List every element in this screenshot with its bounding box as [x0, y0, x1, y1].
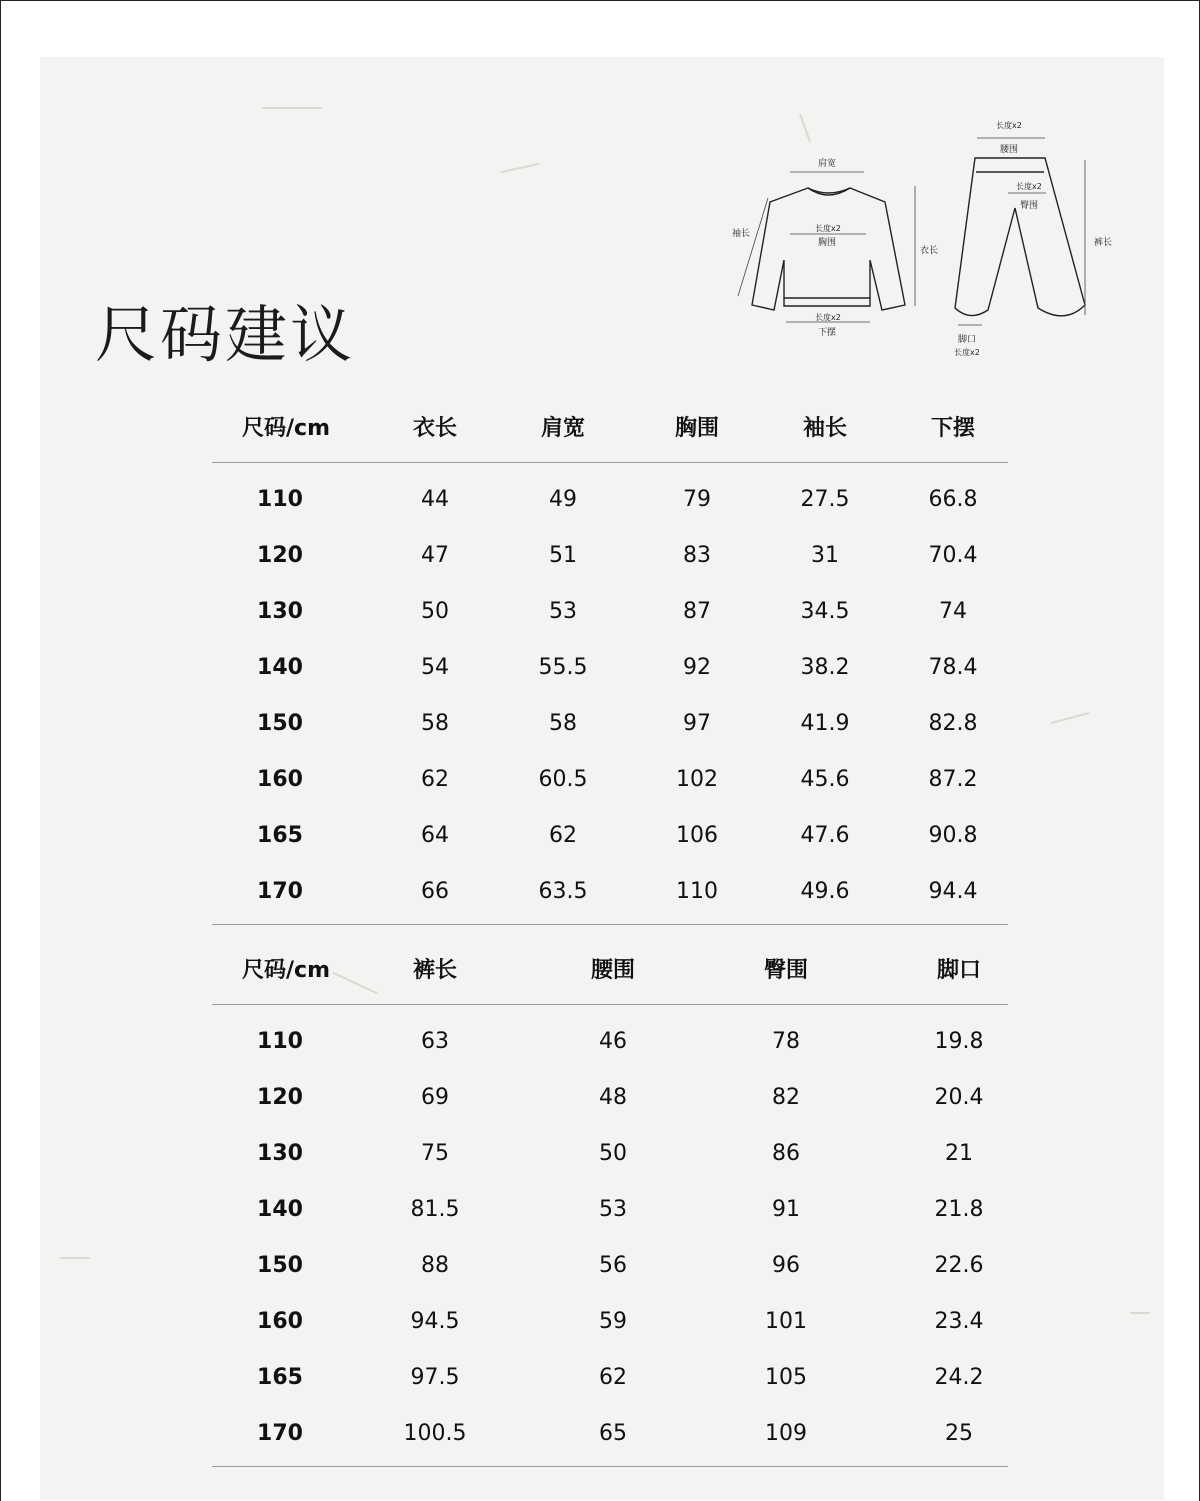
- waist-len-label: 长度x2: [996, 121, 1022, 130]
- value-cell: 88: [421, 1253, 449, 1278]
- value-cell: 27.5: [800, 487, 850, 512]
- value-cell: 60.5: [538, 767, 588, 792]
- table-row: [212, 472, 1008, 528]
- table-row: [212, 808, 1008, 864]
- value-cell: 23.4: [934, 1309, 984, 1334]
- value-cell: 59: [599, 1309, 627, 1334]
- header-body-length: 衣长: [412, 416, 458, 441]
- value-cell: 34.5: [800, 599, 850, 624]
- value-cell: 81.5: [410, 1197, 460, 1222]
- value-cell: 94.5: [410, 1309, 460, 1334]
- table-row: [212, 1294, 1008, 1350]
- size-cell: 120: [257, 543, 303, 568]
- value-cell: 100.5: [403, 1421, 467, 1446]
- value-cell: 82: [772, 1085, 800, 1110]
- value-cell: 44: [421, 487, 449, 512]
- header-pants-length: 裤长: [412, 958, 458, 983]
- value-cell: 46: [599, 1029, 627, 1054]
- value-cell: 45.6: [800, 767, 850, 792]
- value-cell: 24.2: [934, 1365, 984, 1390]
- header-size: 尺码/cm: [241, 958, 331, 983]
- size-cell: 130: [257, 599, 303, 624]
- value-cell: 82.8: [928, 711, 978, 736]
- value-cell: 49: [549, 487, 577, 512]
- pants-measure-lines: [958, 138, 1085, 325]
- sleeve-label: 袖长: [732, 229, 751, 239]
- value-cell: 97: [683, 711, 711, 736]
- header-size: 尺码/cm: [241, 416, 331, 441]
- value-cell: 91: [772, 1197, 800, 1222]
- value-cell: 47.6: [800, 823, 850, 848]
- value-cell: 87.2: [928, 767, 978, 792]
- value-cell: 78: [772, 1029, 800, 1054]
- value-cell: 66: [421, 879, 449, 904]
- value-cell: 41.9: [800, 711, 850, 736]
- size-cell: 150: [257, 711, 303, 736]
- value-cell: 47: [421, 543, 449, 568]
- header-waist: 腰围: [590, 958, 636, 983]
- table-header: [212, 941, 1008, 1001]
- page-title: 尺码建议: [95, 298, 356, 371]
- size-cell: 110: [257, 1029, 303, 1054]
- table-row: [212, 1014, 1008, 1070]
- chest-len-label: 长度x2: [815, 224, 841, 233]
- value-cell: 48: [599, 1085, 627, 1110]
- table-row: [212, 696, 1008, 752]
- hem-len-label: 长度x2: [815, 313, 841, 322]
- value-cell: 64: [421, 823, 449, 848]
- header-divider: [212, 462, 1008, 463]
- table-row: [212, 640, 1008, 696]
- paper-fleck: [1130, 1312, 1150, 1314]
- header-sleeve: 袖长: [802, 416, 848, 441]
- size-cell: 160: [257, 767, 303, 792]
- value-cell: 55.5: [538, 655, 588, 680]
- header-divider: [212, 1004, 1008, 1005]
- value-cell: 110: [676, 879, 718, 904]
- value-cell: 97.5: [410, 1365, 460, 1390]
- value-cell: 58: [421, 711, 449, 736]
- cuff-len-label: 长度x2: [954, 348, 980, 357]
- value-cell: 58: [549, 711, 577, 736]
- size-cell: 150: [257, 1253, 303, 1278]
- value-cell: 22.6: [934, 1253, 984, 1278]
- value-cell: 105: [765, 1365, 807, 1390]
- value-cell: 19.8: [934, 1029, 984, 1054]
- value-cell: 21: [945, 1141, 973, 1166]
- body-len-label: 衣长: [920, 246, 939, 256]
- value-cell: 66.8: [928, 487, 978, 512]
- table-body: [212, 472, 1008, 920]
- value-cell: 90.8: [928, 823, 978, 848]
- header-chest: 胸围: [674, 416, 720, 441]
- table-row: [212, 1350, 1008, 1406]
- table-row: [212, 528, 1008, 584]
- hip-label: 臀围: [1020, 201, 1039, 211]
- value-cell: 62: [549, 823, 577, 848]
- garment-measurement-diagram: [720, 110, 1140, 370]
- value-cell: 102: [676, 767, 718, 792]
- value-cell: 62: [421, 767, 449, 792]
- sweatshirt-illustration: [752, 188, 905, 310]
- value-cell: 86: [772, 1141, 800, 1166]
- value-cell: 20.4: [934, 1085, 984, 1110]
- waist-label: 腰围: [1000, 145, 1019, 155]
- size-cell: 170: [257, 1421, 303, 1446]
- size-cell: 120: [257, 1085, 303, 1110]
- value-cell: 69: [421, 1085, 449, 1110]
- table-row: [212, 752, 1008, 808]
- value-cell: 63: [421, 1029, 449, 1054]
- value-cell: 50: [599, 1141, 627, 1166]
- value-cell: 51: [549, 543, 577, 568]
- value-cell: 83: [683, 543, 711, 568]
- chest-label: 胸围: [818, 238, 837, 248]
- value-cell: 56: [599, 1253, 627, 1278]
- size-cell: 160: [257, 1309, 303, 1334]
- value-cell: 50: [421, 599, 449, 624]
- value-cell: 106: [676, 823, 718, 848]
- size-cell: 130: [257, 1141, 303, 1166]
- pants-size-table: [212, 941, 1008, 1467]
- shoulder-label: 肩宽: [818, 159, 837, 169]
- table-body: [212, 1014, 1008, 1462]
- hip-len-label: 长度x2: [1016, 182, 1042, 191]
- table-row: [212, 584, 1008, 640]
- value-cell: 49.6: [800, 879, 850, 904]
- header-cuff: 脚口: [936, 958, 982, 983]
- table-header: [212, 399, 1008, 459]
- paper-fleck: [60, 1257, 90, 1259]
- value-cell: 101: [765, 1309, 807, 1334]
- value-cell: 38.2: [800, 655, 850, 680]
- table-row: [212, 864, 1008, 920]
- size-cell: 140: [257, 655, 303, 680]
- table-row: [212, 1070, 1008, 1126]
- table-row: [212, 1238, 1008, 1294]
- value-cell: 54: [421, 655, 449, 680]
- value-cell: 70.4: [928, 543, 978, 568]
- value-cell: 53: [599, 1197, 627, 1222]
- value-cell: 63.5: [538, 879, 588, 904]
- value-cell: 87: [683, 599, 711, 624]
- hem-label: 下摆: [818, 328, 837, 338]
- size-cell: 110: [257, 487, 303, 512]
- paper-fleck: [500, 163, 540, 173]
- table-bottom-divider: [212, 924, 1008, 925]
- value-cell: 53: [549, 599, 577, 624]
- value-cell: 92: [683, 655, 711, 680]
- pants-len-label: 裤长: [1094, 238, 1113, 248]
- value-cell: 74: [939, 599, 967, 624]
- table-row: [212, 1182, 1008, 1238]
- value-cell: 65: [599, 1421, 627, 1446]
- value-cell: 78.4: [928, 655, 978, 680]
- value-cell: 75: [421, 1141, 449, 1166]
- header-shoulder: 肩宽: [540, 416, 586, 441]
- value-cell: 31: [811, 543, 839, 568]
- size-cell: 165: [257, 823, 303, 848]
- value-cell: 94.4: [928, 879, 978, 904]
- table-row: [212, 1126, 1008, 1182]
- value-cell: 21.8: [934, 1197, 984, 1222]
- top-size-table: [212, 399, 1008, 925]
- size-cell: 140: [257, 1197, 303, 1222]
- header-hem: 下摆: [930, 416, 976, 441]
- table-bottom-divider: [212, 1466, 1008, 1467]
- value-cell: 25: [945, 1421, 973, 1446]
- value-cell: 62: [599, 1365, 627, 1390]
- value-cell: 79: [683, 487, 711, 512]
- table-row: [212, 1406, 1008, 1462]
- value-cell: 96: [772, 1253, 800, 1278]
- value-cell: 109: [765, 1421, 807, 1446]
- cuff-label: 脚口: [958, 335, 977, 345]
- paper-fleck: [1050, 712, 1089, 724]
- size-cell: 170: [257, 879, 303, 904]
- size-cell: 165: [257, 1365, 303, 1390]
- paper-fleck: [262, 107, 322, 109]
- header-hip: 臀围: [763, 958, 809, 983]
